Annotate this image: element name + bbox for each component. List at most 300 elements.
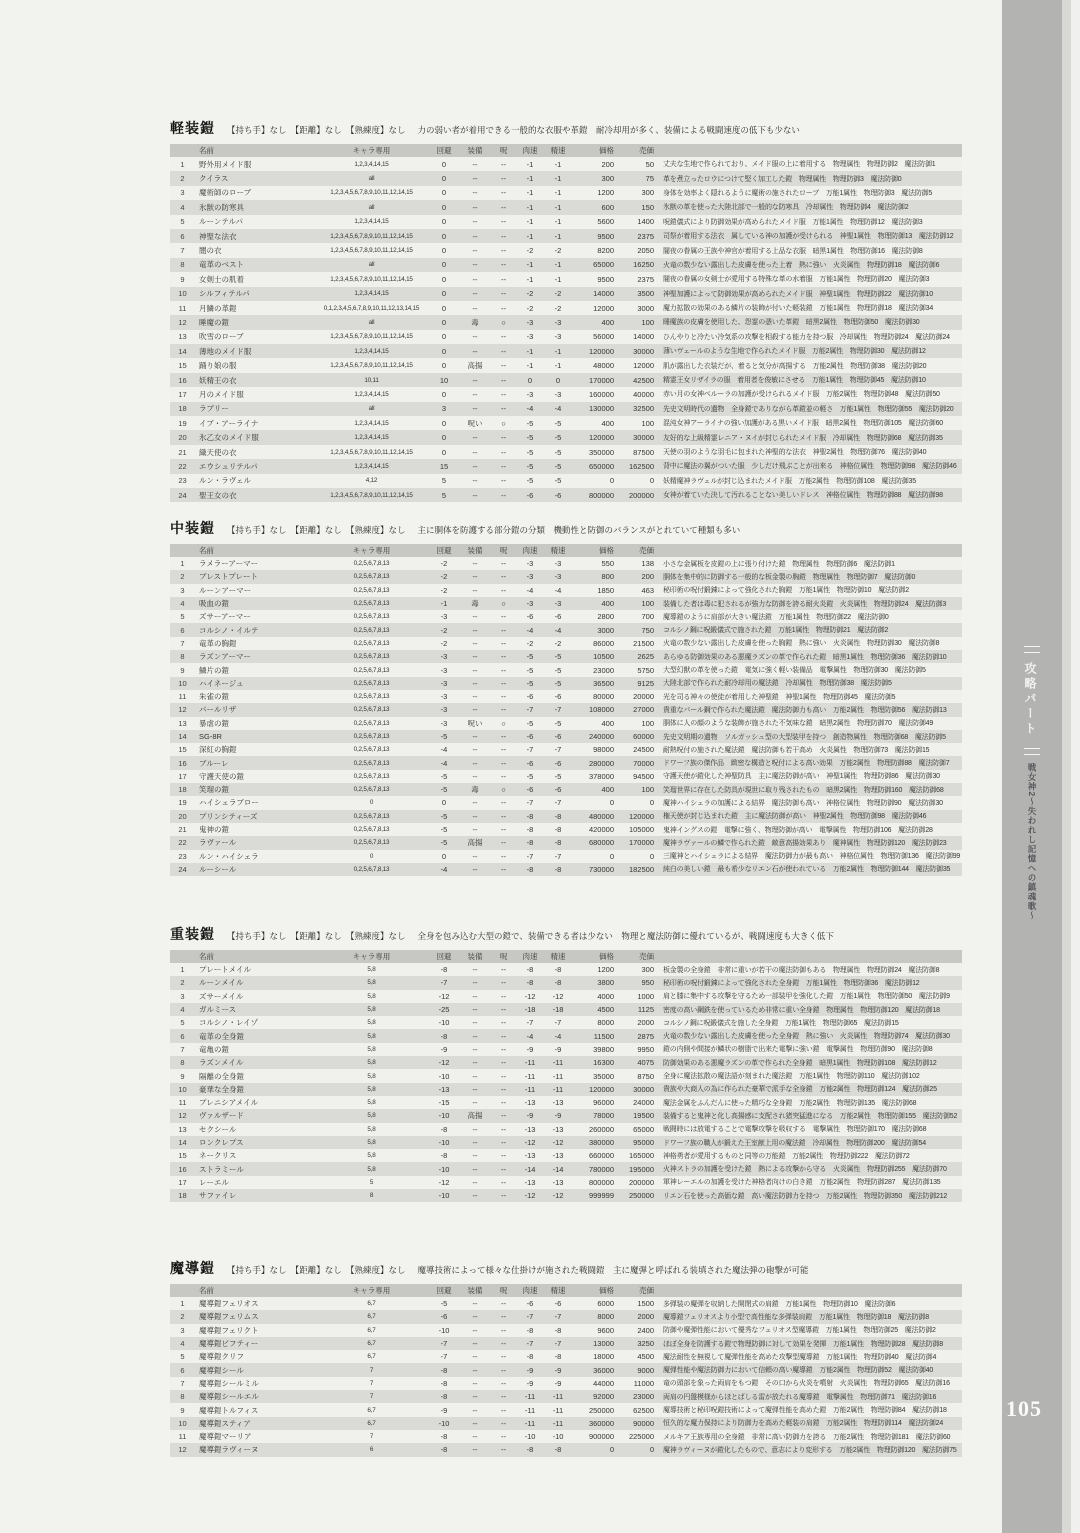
cell-description: 魔弾性能や魔法防御力において信頼の高い魔導鎧 万能2属性 物理防御52 魔法防御40 (663, 1367, 934, 1375)
cell-description: 鎧の内側や間接が鱗状の樹脂で出来た電撃に強い鎧 電撃属性 物理防御90 魔法防御8 (663, 1046, 933, 1054)
cell-number: 15 (178, 745, 187, 755)
cell-equip-effect: -- (472, 798, 478, 808)
table-row (170, 215, 962, 229)
cell-curse: -- (501, 1445, 506, 1455)
cell-body-speed: -5 (526, 433, 534, 443)
cell-characters: 6,7 (367, 1406, 376, 1414)
table-title: 魔導鎧 (170, 1260, 215, 1276)
cell-price: 250000 (588, 1405, 614, 1415)
cell-description: 両肩の円盤模様からほとばしる雷が放たれる魔導鎧 電撃属性 物理防御71 魔法防御16 (663, 1393, 937, 1401)
table-row (170, 1043, 962, 1056)
cell-mind-speed: -7 (554, 745, 562, 755)
cell-number: 12 (178, 1111, 187, 1121)
cell-curse: -- (501, 404, 506, 414)
cell-equip-effect: -- (472, 476, 478, 486)
cell-name: イブ・アーライナ (199, 418, 259, 428)
cell-name: 鬼神の鎧 (199, 825, 229, 835)
cell-body-speed: -13 (524, 1151, 536, 1161)
cell-evade: -1 (440, 599, 448, 609)
cell-sell-price: 4075 (637, 1058, 654, 1068)
cell-mind-speed: -5 (554, 652, 562, 662)
cell-description: 氷獣の革を使った大陸北部で一般的な防寒具 冷却属性 物理防御4 魔法防御2 (663, 204, 909, 212)
cell-evade: -10 (438, 1111, 450, 1121)
table-row (170, 810, 962, 823)
column-header: 価格 (599, 952, 614, 961)
cell-body-speed: -7 (526, 798, 534, 808)
cell-sell-price: 5750 (637, 665, 654, 675)
cell-evade: 5 (441, 476, 447, 486)
cell-characters: 0,2,5,6,7,8,13 (353, 639, 390, 647)
cell-equip-effect: -- (472, 1445, 478, 1455)
cell-sell-price: 40000 (633, 389, 654, 399)
cell-name: 隔離の全身鎧 (199, 1071, 244, 1081)
cell-evade: -8 (440, 1031, 448, 1041)
cell-mind-speed: -1 (554, 346, 562, 356)
cell-name: 薄地のメイド服 (199, 346, 252, 356)
cell-curse: -- (501, 1312, 506, 1322)
cell-equip-effect: -- (472, 638, 478, 648)
cell-sell-price: 150 (641, 202, 654, 212)
cell-price: 380000 (588, 1138, 614, 1147)
cell-sell-price: 42500 (633, 375, 654, 385)
cell-mind-speed: -1 (554, 274, 562, 284)
cell-mind-speed: -4 (554, 404, 562, 414)
cell-equip-effect: -- (472, 1392, 478, 1402)
cell-number: 14 (178, 1138, 187, 1147)
cell-name: ハイネージュ (199, 678, 244, 688)
cell-characters: 8 (369, 1192, 374, 1200)
cell-characters: 7 (369, 1393, 374, 1401)
cell-number: 9 (180, 1405, 185, 1415)
cell-name: 笑瑠の鎧 (199, 785, 229, 795)
table-description: 主に胴体を防護する部分鎧の分類 機動性と防御のバランスがとれていて種類も多い (417, 525, 741, 535)
cell-equip-effect: -- (472, 1418, 478, 1428)
cell-evade: -10 (438, 1325, 450, 1335)
cell-evade: 0 (441, 246, 447, 256)
cell-mind-speed: -1 (554, 361, 562, 371)
column-header: 装備 (467, 1286, 483, 1295)
cell-mind-speed: -18 (552, 1005, 564, 1015)
cell-body-speed: -5 (526, 665, 534, 675)
cell-body-speed: 0 (527, 375, 533, 385)
cell-curse: -- (501, 732, 506, 741)
cell-curse: -- (501, 798, 506, 808)
cell-equip-effect: -- (472, 771, 478, 781)
cell-body-speed: -6 (526, 612, 534, 622)
cell-evade: -2 (440, 625, 448, 635)
cell-characters: 6,7 (367, 1340, 376, 1348)
cell-equip-effect: -- (472, 1405, 478, 1415)
cell-sell-price: 1125 (637, 1005, 654, 1015)
cell-number: 15 (178, 1151, 187, 1161)
cell-curse: -- (501, 1418, 506, 1428)
cell-evade: 0 (441, 217, 447, 227)
cell-evade: 0 (441, 303, 447, 313)
cell-name: シルフィテルパ (199, 289, 250, 299)
cell-characters: 0,2,5,6,7,8,13 (353, 613, 390, 621)
cell-name: 聖王女の衣 (199, 490, 237, 500)
cell-price: 36000 (593, 1365, 614, 1375)
cell-number: 6 (180, 1365, 185, 1375)
cell-equip-effect: -- (472, 389, 478, 399)
cell-equip-effect: 高揚 (467, 361, 483, 371)
cell-equip-effect: -- (472, 1084, 478, 1094)
cell-mind-speed: -3 (554, 599, 562, 609)
table-row (170, 1016, 962, 1029)
cell-characters: 0,2,5,6,7,8,13 (353, 759, 390, 767)
table-row (170, 557, 962, 570)
cell-mind-speed: -7 (554, 1339, 562, 1349)
cell-name: クイラス (199, 174, 229, 184)
cell-characters: 1,2,3,4,14,15 (354, 419, 389, 427)
cell-price: 660000 (588, 1151, 614, 1161)
cell-name: ルーンテルパ (199, 217, 243, 227)
cell-description: 丈夫な生地で作られており、メイド服の上に着用する 物理属性 物理防御2 魔法防御1 (663, 161, 936, 169)
cell-sell-price: 62500 (633, 1405, 654, 1415)
cell-price: 378000 (588, 771, 614, 781)
table-row (170, 1337, 962, 1350)
cell-characters: 5,8 (367, 1165, 376, 1173)
cell-equip-effect: -- (472, 1044, 478, 1054)
cell-equip-effect: -- (472, 1151, 478, 1161)
cell-mind-speed: -3 (554, 559, 562, 569)
cell-body-speed: -8 (526, 1445, 534, 1455)
table-section-medium-armor (170, 518, 962, 876)
cell-sell-price: 170000 (628, 838, 654, 848)
cell-mind-speed: -7 (554, 851, 562, 861)
cell-evade: -2 (440, 585, 448, 595)
cell-name: 朱雀の鎧 (199, 692, 229, 702)
column-header: 売価 (639, 146, 654, 155)
cell-characters: 5,8 (367, 1019, 376, 1027)
cell-characters: all (368, 203, 375, 211)
cell-curse: -- (501, 1177, 506, 1187)
table-row (170, 1162, 962, 1175)
sidebar-band-edge (1071, 0, 1080, 1533)
cell-number: 5 (180, 612, 185, 622)
cell-price: 18000 (593, 1352, 614, 1362)
cell-evade: 0 (441, 389, 447, 399)
table-row (170, 663, 962, 676)
cell-curse: -- (501, 1098, 506, 1108)
cell-number: 12 (178, 317, 187, 327)
cell-mind-speed: -2 (554, 289, 562, 299)
table-row (170, 1136, 962, 1149)
cell-name: 魔導鎧シールミル (199, 1378, 259, 1388)
cell-equip-effect: -- (472, 375, 478, 385)
cell-name: 魔導鎧シール (199, 1365, 244, 1375)
cell-number: 1 (180, 965, 185, 975)
table-row (170, 344, 962, 358)
cell-equip-effect: 高揚 (467, 1111, 483, 1121)
table-row (170, 730, 962, 743)
cell-description: 胴体を集中的に防御する一般的な板金製の胸鎧 物理属性 物理防御7 魔法防御0 (663, 573, 916, 581)
table-row (170, 1430, 962, 1443)
cell-evade: 0 (441, 346, 447, 356)
cell-curse: -- (501, 811, 506, 821)
table-title-bar (170, 924, 962, 944)
cell-name: ストラミール (199, 1164, 244, 1174)
cell-body-speed: -3 (526, 317, 534, 327)
cell-body-speed: -1 (526, 174, 534, 184)
cell-body-speed: -6 (526, 758, 534, 768)
cell-price: 13000 (593, 1339, 614, 1349)
cell-mind-speed: -5 (554, 418, 562, 428)
cell-body-speed: -3 (526, 572, 534, 582)
cell-mind-speed: -6 (554, 758, 562, 768)
cell-mind-speed: -7 (554, 1312, 562, 1322)
cell-mind-speed: -8 (554, 978, 562, 988)
sidebar-game-title: 戦女神2〜失われし記憶への鎮魂歌〜 (1027, 763, 1037, 921)
cell-price: 400 (601, 785, 614, 795)
cell-name: ラメラーアーマー (199, 559, 259, 569)
cell-body-speed: -8 (526, 1325, 534, 1335)
cell-price: 550 (601, 559, 614, 569)
table-section-light-armor (170, 118, 962, 502)
cell-name: 氷乙女のメイド服 (199, 433, 259, 443)
cell-mind-speed: -9 (554, 1044, 562, 1054)
cell-body-speed: -4 (526, 404, 534, 414)
cell-sell-price: 120000 (628, 811, 654, 821)
cell-characters: 1,2,3,4,14,15 (354, 290, 389, 298)
cell-equip-effect: -- (472, 652, 478, 662)
cell-evade: -3 (440, 692, 448, 702)
cell-body-speed: -6 (526, 692, 534, 702)
cell-evade: 0 (441, 202, 447, 212)
cell-evade: -7 (440, 1352, 448, 1362)
cell-equip-effect: -- (472, 1432, 478, 1442)
cell-price: 5600 (597, 217, 614, 227)
cell-curse: -- (501, 678, 506, 688)
table-row (170, 1390, 962, 1403)
cell-price: 8000 (597, 1312, 614, 1322)
cell-price: 108000 (588, 705, 614, 715)
cell-price: 120000 (588, 433, 614, 443)
cell-sell-price: 100 (641, 599, 654, 609)
cell-description: 呪鎧儀式により防御効果が高められたメイド服 万能1属性 物理防御12 魔法防御3 (663, 218, 923, 226)
cell-number: 3 (180, 585, 185, 595)
table-description: 全身を包み込む大型の鎧で、装備できる者は少ない 物理と魔法防御に優れているが、戦闘速度も大きく低下 (417, 931, 834, 941)
table-row (170, 186, 962, 200)
cell-evade: 0 (441, 332, 447, 342)
table-tags: 【持ち手】なし 【距離】なし 【熟練度】なし (227, 931, 406, 941)
cell-curse: ○ (501, 785, 506, 795)
cell-characters: 1,2,3,4,14,15 (354, 462, 389, 470)
cell-price: 400 (601, 718, 614, 728)
cell-mind-speed: -1 (554, 159, 562, 169)
cell-evade: -3 (440, 718, 448, 728)
cell-name: ブルーレ (199, 758, 229, 768)
cell-curse: -- (501, 978, 506, 988)
cell-mind-speed: -11 (552, 1392, 564, 1402)
cell-sell-price: 1400 (637, 217, 654, 227)
cell-description: 軍神レーエルの加護を受けた神格者向けの白き鎧 万能2属性 物理防御287 魔法防御135 (663, 1179, 941, 1187)
cell-evade: -5 (440, 1299, 448, 1309)
cell-price: 900000 (588, 1432, 614, 1442)
cell-price: 12000 (593, 303, 614, 313)
table-title: 軽装鎧 (170, 120, 215, 136)
cell-characters: 0,2,5,6,7,8,13 (353, 679, 390, 687)
cell-sell-price: 1000 (637, 991, 654, 1001)
table-row (170, 1189, 962, 1202)
cell-curse: ○ (501, 317, 506, 327)
cell-name: ズサーメイル (199, 991, 244, 1001)
cell-characters: all (368, 175, 375, 183)
cell-evade: -6 (440, 1312, 448, 1322)
table-row (170, 301, 962, 315)
cell-price: 160000 (588, 389, 614, 399)
cell-equip-effect: -- (472, 1071, 478, 1081)
cell-number: 1 (180, 559, 185, 569)
cell-mind-speed: -2 (554, 638, 562, 648)
cell-price: 400 (601, 317, 614, 327)
cell-description: 魔神ハイシェラの加護による結界 魔法防御も高い 神格位属性 物理防御90 魔法防御30 (663, 799, 943, 807)
cell-price: 98000 (593, 745, 614, 755)
cell-name: ブレストプレート (199, 572, 258, 582)
cell-equip-effect: -- (472, 174, 478, 184)
cell-equip-effect: -- (472, 447, 478, 457)
cell-equip-effect: -- (472, 1365, 478, 1375)
cell-description: 火神ストラの加護を受けた鎧 熱による攻撃から守る 火炎属性 物理防御255 魔法防御70 (663, 1166, 947, 1174)
cell-body-speed: -4 (526, 585, 534, 595)
cell-evade: -9 (440, 1405, 448, 1415)
cell-characters: 7 (369, 1379, 374, 1387)
column-header: 装備 (467, 546, 483, 555)
cell-evade: -9 (440, 1044, 448, 1054)
cell-description: 神聖加護によって防御効果が高められたメイド服 神聖1属性 物理防御22 魔法防御10 (663, 290, 933, 298)
cell-characters: 0,2,5,6,7,8,13 (353, 586, 390, 594)
cell-name: 踊り娘の服 (199, 361, 237, 371)
cell-sell-price: 700 (641, 612, 654, 622)
table-row (170, 677, 962, 690)
cell-price: 360000 (588, 1418, 614, 1428)
cell-description: 秘印術の呪付鍛錬によって強化された全身鎧 万能1属性 物理防御36 魔法防御12 (663, 979, 920, 987)
cell-equip-effect: -- (472, 851, 478, 861)
cell-name: ヴァルザード (199, 1111, 244, 1121)
table-row (170, 200, 962, 214)
cell-mind-speed: -8 (554, 1325, 562, 1335)
cell-characters: 1,2,3,4,5,6,7,8,9,10,11,12,14,15 (330, 232, 413, 240)
cell-number: 1 (180, 1299, 185, 1309)
cell-characters: 5,8 (367, 1072, 376, 1080)
cell-mind-speed: -7 (554, 1018, 562, 1028)
cell-equip-effect: -- (472, 246, 478, 256)
cell-mind-speed: -11 (552, 1405, 564, 1415)
cell-sell-price: 0 (649, 476, 654, 486)
cell-description: 身体を効率よく隠れるように魔術の施されたローブ 万能1属性 物理防御3 魔法防御5 (663, 189, 933, 197)
cell-name: コルシノ・レイゾ (199, 1018, 259, 1028)
column-header: 売価 (639, 1286, 654, 1295)
cell-name: 野外用メイド服 (199, 159, 252, 169)
table-section-heavy-armor (170, 924, 962, 1202)
cell-mind-speed: -1 (554, 217, 562, 227)
cell-equip-effect: -- (472, 1325, 478, 1335)
cell-evade: -7 (440, 978, 448, 988)
cell-price: 280000 (588, 758, 614, 768)
cell-evade: -4 (440, 758, 448, 768)
cell-sell-price: 1500 (637, 1299, 654, 1309)
cell-curse: -- (501, 1299, 506, 1309)
cell-name: 女剣士の肌着 (199, 274, 244, 284)
column-header: 回避 (436, 146, 452, 155)
cell-curse: -- (501, 433, 506, 443)
cell-body-speed: -5 (526, 678, 534, 688)
cell-curse: -- (501, 1151, 506, 1161)
cell-sell-price: 3250 (637, 1339, 654, 1349)
table-row (170, 796, 962, 809)
table-row (170, 1003, 962, 1016)
cell-number: 8 (180, 652, 185, 662)
cell-sell-price: 94500 (633, 771, 654, 781)
cell-characters: 5,8 (367, 966, 376, 974)
cell-equip-effect: -- (472, 433, 478, 443)
column-header: 精速 (550, 546, 566, 555)
cell-curse: -- (501, 864, 506, 874)
cell-equip-effect: -- (472, 346, 478, 356)
cell-number: 20 (178, 433, 187, 443)
cell-curse: -- (501, 665, 506, 675)
cell-characters: 5,8 (367, 979, 376, 987)
cell-evade: 0 (441, 174, 447, 184)
cell-body-speed: -2 (526, 303, 534, 313)
cell-description: 魔神ラヴァールの鱗で作られた鎧 敵意高揚効果あり 魔神属性 物理防御120 魔法防御23 (663, 839, 947, 847)
cell-body-speed: -9 (526, 1111, 534, 1121)
table-row (170, 1069, 962, 1082)
cell-equip-effect: -- (472, 665, 478, 675)
cell-description: 火竜の数少ない露出した皮膚を使った上着 熱に強い 火炎属性 物理防御18 魔法防御6 (663, 261, 940, 269)
cell-price: 9500 (597, 274, 614, 284)
column-header: 回避 (436, 546, 452, 555)
cell-description: 板金製の全身鎧 非常に重いが若干の魔法防御もある 物理属性 物理防御24 魔法防御8 (663, 966, 940, 974)
cell-evade: -8 (440, 1432, 448, 1442)
cell-number: 7 (180, 1378, 185, 1388)
cell-body-speed: -4 (526, 1031, 534, 1041)
cell-description: 混沌女神アーライナの強い加護がある黒いメイド服 暗黒2属性 物理防御105 魔法防御60 (663, 420, 943, 428)
table-description: 魔導技術によって様々な仕掛けが施された戦闘鎧 主に魔弾と呼ばれる装填された魔法弾の砲撃が可能 (417, 1265, 809, 1275)
table-row (170, 315, 962, 329)
cell-number: 16 (178, 758, 187, 768)
cell-description: 密度の高い鋼鉄を使っているため非常に重い全身鎧 物理属性 物理防御120 魔法防御18 (663, 1006, 940, 1014)
cell-curse: -- (501, 705, 506, 715)
cell-number: 21 (178, 447, 187, 457)
table-row (170, 1056, 962, 1069)
cell-equip-effect: -- (472, 217, 478, 227)
cell-characters: 0 (369, 852, 374, 860)
table-title: 重装鎧 (170, 926, 215, 942)
cell-body-speed: -5 (526, 652, 534, 662)
cell-description: ドワーフ族の職人が鍛えた王室献上用の魔法鎧 冷却属性 物理防御200 魔法防御54 (663, 1139, 926, 1147)
cell-description: 装備した者は毒に犯されるが強力な防御を誇る耐火炎鎧 火炎属性 物理防御24 魔法防御3 (663, 600, 947, 608)
cell-body-speed: -1 (526, 159, 534, 169)
table-row (170, 756, 962, 769)
cell-price: 1200 (597, 965, 614, 975)
cell-number: 2 (180, 1312, 185, 1322)
cell-curse: -- (501, 303, 506, 313)
cell-body-speed: -11 (524, 1084, 536, 1094)
cell-name: 魔導鎧ラヴィーヌ (199, 1445, 259, 1455)
cell-characters: 5,8 (367, 1152, 376, 1160)
divider-mark (1024, 646, 1040, 653)
cell-equip-effect: -- (472, 404, 478, 414)
cell-sell-price: 2875 (637, 1031, 654, 1041)
cell-body-speed: -8 (526, 965, 534, 975)
cell-number: 11 (178, 1432, 187, 1442)
cell-name: ハイシェラブロー (199, 798, 259, 808)
cell-name: 魔導鎧フェリムス (199, 1312, 259, 1322)
cell-evade: -3 (440, 678, 448, 688)
cell-evade: -12 (438, 1177, 450, 1187)
cell-sell-price: 300 (641, 188, 654, 198)
